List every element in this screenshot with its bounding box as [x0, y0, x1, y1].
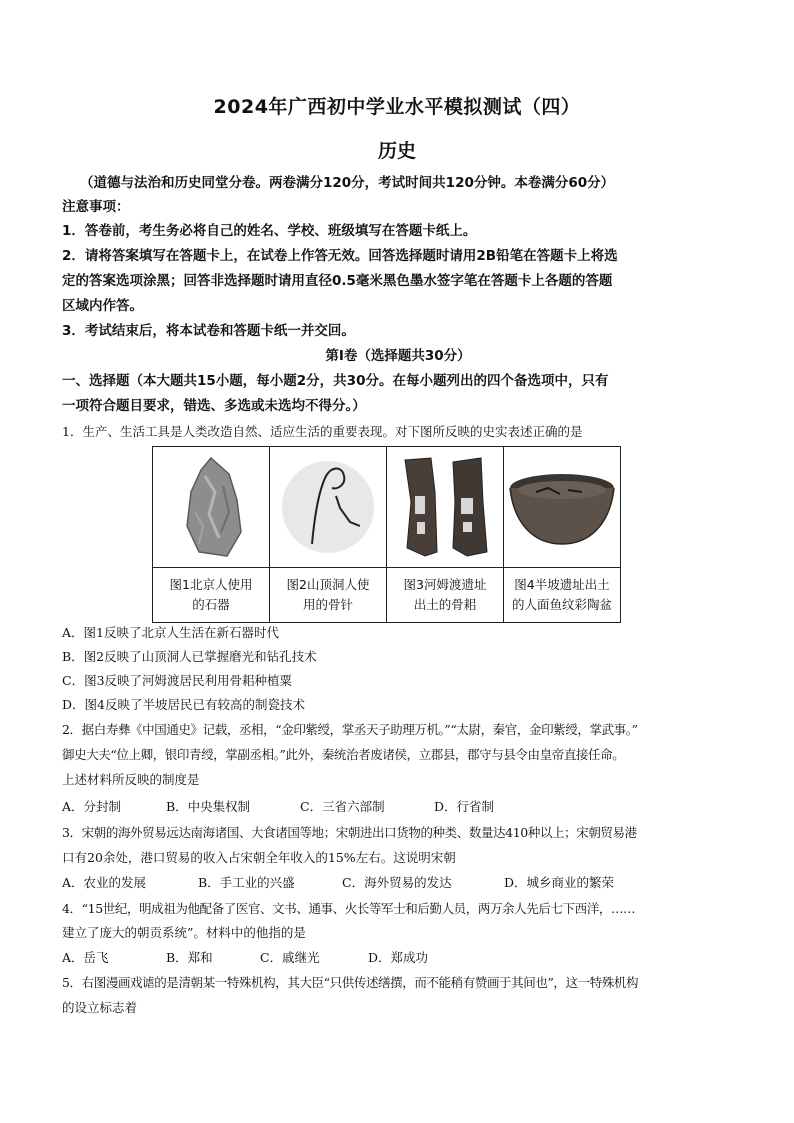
stone-tool-icon [171, 452, 251, 562]
notice-item: 1．答卷前，考生务必将自己的姓名、学校、班级填写在答题卡纸上。 [62, 223, 477, 239]
bone-spade-icon [397, 452, 493, 562]
answer-option: A．农业的发展 [62, 875, 147, 890]
figure-caption: 图4半坡遗址出土 的人面鱼纹彩陶盆 [504, 568, 621, 623]
figure-cell [153, 447, 270, 568]
answer-option: A．图1反映了北京人生活在新石器时代 [62, 625, 279, 640]
section-instruction: 一项符合题目要求，错选、多选或未选均不得分。） [62, 398, 366, 414]
part-heading: 第Ⅰ卷（选择题共30分） [325, 348, 471, 364]
notice-item: 定的答案选项涂黑；回答非选择题时请用直径0.5毫米黑色墨水签字笔在答题卡上各题的答题 [62, 273, 613, 289]
bone-needle-icon [278, 452, 378, 562]
answer-option: D．行省制 [434, 799, 495, 814]
answer-option: B．手工业的兴盛 [198, 875, 295, 890]
question-5-stem: 5．右图漫画戏谑的是清朝某一特殊机构，其大臣“只供传述缮撰，而不能稍有赞画于其间也”，这一特殊机构 [62, 975, 639, 990]
figure-caption: 图2山顶洞人使 用的骨针 [270, 568, 387, 623]
exam-intro: （道德与法治和历史同堂分卷。两卷满分120分，考试时间共120分钟。本卷满分60分） [80, 175, 615, 191]
answer-option: D．城乡商业的繁荣 [504, 875, 615, 890]
question-2-stem: 上述材料所反映的制度是 [62, 772, 200, 787]
question-2-stem: 御史大夫“位上卿，银印青绶，掌副丞相。”此外，秦统治者废诸侯，立郡县，郡守与县令由皇帝直接任命。 [62, 747, 625, 762]
question-4-stem: 建立了庞大的朝贡系统”。材料中的他指的是 [62, 925, 306, 940]
notice-item: 区域内作答。 [62, 298, 143, 314]
question-5-stem: 的设立标志着 [62, 1000, 138, 1015]
answer-option: B．郑和 [166, 950, 213, 965]
notice-heading: 注意事项： [62, 199, 130, 215]
question-4-stem: 4．“15世纪，明成祖为他配备了医官、文书、通事、火长等军士和后勤人员，两万余人先后七下西洋，…… [62, 901, 636, 916]
pottery-basin-icon [506, 452, 618, 562]
figure-caption: 图3河姆渡遗址 出土的骨耜 [387, 568, 504, 623]
section-instruction: 一、选择题（本大题共15小题，每小题2分，共30分。在每小题列出的四个备选项中，只有 [62, 373, 609, 389]
question-3-stem: 口有20余处，港口贸易的收入占宋朝全年收入的15%左右。这说明宋朝 [62, 850, 456, 865]
answer-option: C．戚继光 [260, 950, 320, 965]
subject-title: 历史 [377, 140, 416, 162]
figure-cell [270, 447, 387, 568]
figure-cell [504, 447, 621, 568]
answer-option: A．岳飞 [62, 950, 109, 965]
answer-option: D．图4反映了半坡居民已有较高的制瓷技术 [62, 697, 305, 712]
answer-option: C．海外贸易的发达 [342, 875, 452, 890]
answer-option: B．图2反映了山顶洞人已掌握磨光和钻孔技术 [62, 649, 317, 664]
notice-item: 2．请将答案填写在答题卡上，在试卷上作答无效。回答选择题时请用2B铅笔在答题卡上将选 [62, 248, 618, 264]
figure-caption: 图1北京人使用 的石器 [153, 568, 270, 623]
notice-item: 3．考试结束后，将本试卷和答题卡纸一并交回。 [62, 323, 355, 339]
answer-option: D．郑成功 [368, 950, 429, 965]
question-2-stem: 2．据白寿彝《中国通史》记载，丞相，“金印紫绶，掌丞天子助理万机。”“太尉，秦官，金印紫绶，掌武事。” [62, 722, 638, 737]
question-3-stem: 3．宋朝的海外贸易远达南海诸国、大食诸国等地；宋朝进出口货物的种类、数量达410种以上；宋朝贸易港 [62, 825, 637, 840]
question-1-figure-table [152, 446, 621, 623]
answer-option: C．三省六部制 [300, 799, 385, 814]
answer-option: A．分封制 [62, 799, 122, 814]
exam-title: 2024年广西初中学业水平模拟测试（四） [213, 96, 581, 118]
answer-option: C．图3反映了河姆渡居民利用骨耜种植粟 [62, 673, 293, 688]
figure-cell [387, 447, 504, 568]
question-1-stem: 1．生产、生活工具是人类改造自然、适应生活的重要表现。对下图所反映的史实表述正确的是 [62, 424, 583, 439]
answer-option: B．中央集权制 [166, 799, 251, 814]
